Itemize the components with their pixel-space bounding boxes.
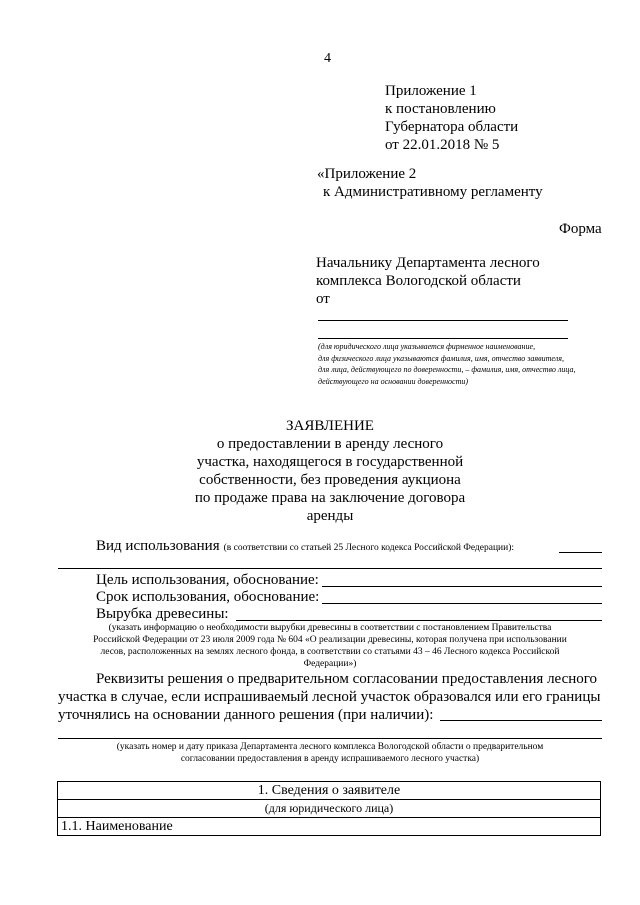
usage-type-label: Вид использования [96, 538, 220, 554]
addressee-underline-2 [318, 338, 568, 339]
addressee-from: от [316, 291, 330, 307]
appendix1-line1: Приложение 1 [385, 83, 477, 99]
logging-field[interactable] [236, 620, 602, 621]
appendix1-block [385, 82, 518, 154]
form-label: Форма [559, 221, 602, 237]
addressee-underline-1 [318, 320, 568, 321]
addressee-block [316, 254, 540, 308]
logging-note [55, 622, 605, 670]
page-number: 4 [324, 51, 331, 66]
row-name-label: 1.1. Наименование [58, 818, 601, 836]
addressee-note [318, 341, 575, 387]
usage-type-row [96, 537, 514, 555]
decision-field-2[interactable] [58, 738, 602, 739]
table-row [58, 782, 601, 800]
decision-line2: участка в случае, если испрашиваемый лесной участок образовался или его границы [58, 689, 601, 705]
title-line1: о предоставлении в аренду лесного [216, 436, 444, 452]
decision-field[interactable] [440, 720, 602, 721]
decision-block [58, 670, 606, 724]
appendix2-block [317, 165, 543, 201]
logging-note-line2: Российской Федерации от 23 июля 2009 года № 604 «О реализации древесины, которая получена при использовании [93, 635, 567, 645]
table-row [58, 818, 601, 836]
table-row [58, 800, 601, 818]
purpose-field[interactable] [322, 586, 602, 587]
addressee-note-line3: для лица, действующего по доверенности, – фамилия, имя, отчество лица, [318, 365, 576, 374]
term-field[interactable] [322, 603, 602, 604]
appendix1-line2: к постановлению [385, 101, 496, 117]
addressee-note-line4: действующего на основании доверенности) [318, 376, 469, 386]
addressee-note-line1: (для юридического лица указывается фирменное наименование, [318, 342, 536, 351]
title-line5: аренды [306, 508, 354, 524]
term-label: Срок использования, обоснование: [96, 589, 320, 605]
addressee-line1: Начальнику Департамента лесного [316, 255, 540, 271]
title-line2: участка, находящегося в государственной [196, 454, 464, 470]
title-heading: ЗАЯВЛЕНИЕ [286, 418, 374, 434]
section-header: 1. Сведения о заявителе [58, 782, 601, 800]
decision-line1: Реквизиты решения о предварительном согласовании предоставления лесного [96, 671, 598, 687]
usage-type-field[interactable] [559, 552, 602, 553]
decision-note [55, 741, 605, 765]
usage-type-field-2[interactable] [58, 568, 602, 569]
title-line4: по продаже права на заключение договора [194, 490, 466, 506]
title-line3: собственности, без проведения аукциона [199, 472, 461, 488]
purpose-label: Цель использования, обоснование: [96, 572, 319, 588]
decision-line3: уточнялись на основании данного решения (при наличии): [58, 707, 434, 723]
appendix1-line4: от 22.01.2018 № 5 [385, 137, 500, 153]
logging-note-line3: лесов, расположенных на землях лесного фонда, в соответствии со статьями 43 – 46 Лесного кодекса Российской [100, 647, 560, 657]
appendix2-line2: к Административному регламенту [323, 184, 543, 200]
applicant-table [57, 781, 601, 836]
section-subheader: (для юридического лица) [58, 800, 601, 818]
decision-note-line1: (указать номер и дату приказа Департамента лесного комплекса Вологодской области о предварительном [116, 742, 544, 752]
addressee-note-line2: для физического лица указываются фамилия, имя, отчество заявителя, [318, 353, 564, 363]
decision-note-line2: согласовании предоставления в аренду испрашиваемого лесного участка) [180, 754, 480, 764]
logging-note-line4: Федерации») [303, 659, 357, 669]
document-title [170, 417, 490, 525]
addressee-line2: комплекса Вологодской области [316, 273, 521, 289]
appendix2-line1: «Приложение 2 [317, 166, 417, 182]
appendix1-line3: Губернатора области [385, 119, 519, 135]
logging-note-line1: (указать информацию о необходимости вырубки древесины в соответствии с постановлением Правительства [108, 623, 552, 633]
usage-type-note: (в соответствии со статьей 25 Лесного кодекса Российской Федерации): [223, 543, 514, 553]
logging-label: Вырубка древесины: [96, 606, 229, 622]
